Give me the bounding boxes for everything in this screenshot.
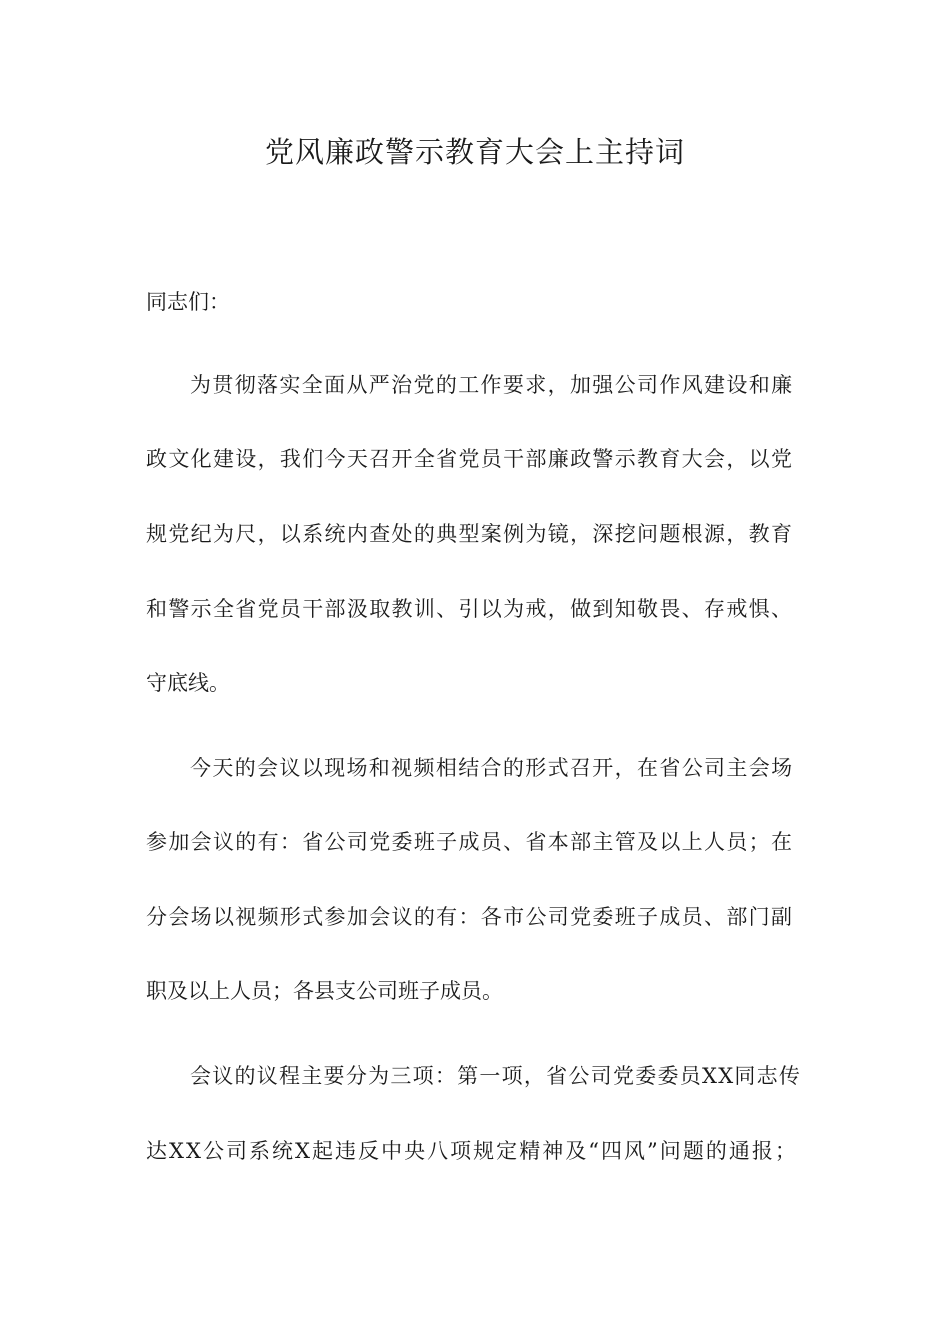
paragraph-1-line-4: 和警示全省党员干部汲取教训、引以为戒，做到知敬畏、存戒惧、 — [146, 597, 794, 621]
paragraph-1-line-1: 为贯彻落实全面从严治党的工作要求，加强公司作风建设和廉 — [190, 373, 794, 397]
paragraph-3-line-1: 会议的议程主要分为三项：第一项，省公司党委委员XX同志传 — [190, 1064, 802, 1088]
document-title: 党风廉政警示教育大会上主持词 — [264, 135, 685, 169]
paragraph-1-line-3: 规党纪为尺，以系统内查处的典型案例为镜，深挖问题根源，教育 — [146, 522, 794, 546]
paragraph-2-line-2: 参加会议的有：省公司党委班子成员、省本部主管及以上人员；在 — [146, 830, 794, 854]
paragraph-2-line-3: 分会场以视频形式参加会议的有：各市公司党委班子成员、部门副 — [146, 905, 794, 929]
paragraph-1-line-2: 政文化建设，我们今天召开全省党员干部廉政警示教育大会，以党 — [146, 447, 794, 471]
paragraph-2-line-1: 今天的会议以现场和视频相结合的形式召开，在省公司主会场 — [190, 756, 794, 780]
paragraph-3-line-2: 达XX公司系统X起违反中央八项规定精神及“四风”问题的通报； — [146, 1139, 798, 1163]
salutation: 同志们： — [146, 290, 230, 314]
paragraph-1-line-5: 守底线。 — [146, 671, 230, 695]
paragraph-2-line-4: 职及以上人员；各县支公司班子成员。 — [146, 979, 503, 1003]
